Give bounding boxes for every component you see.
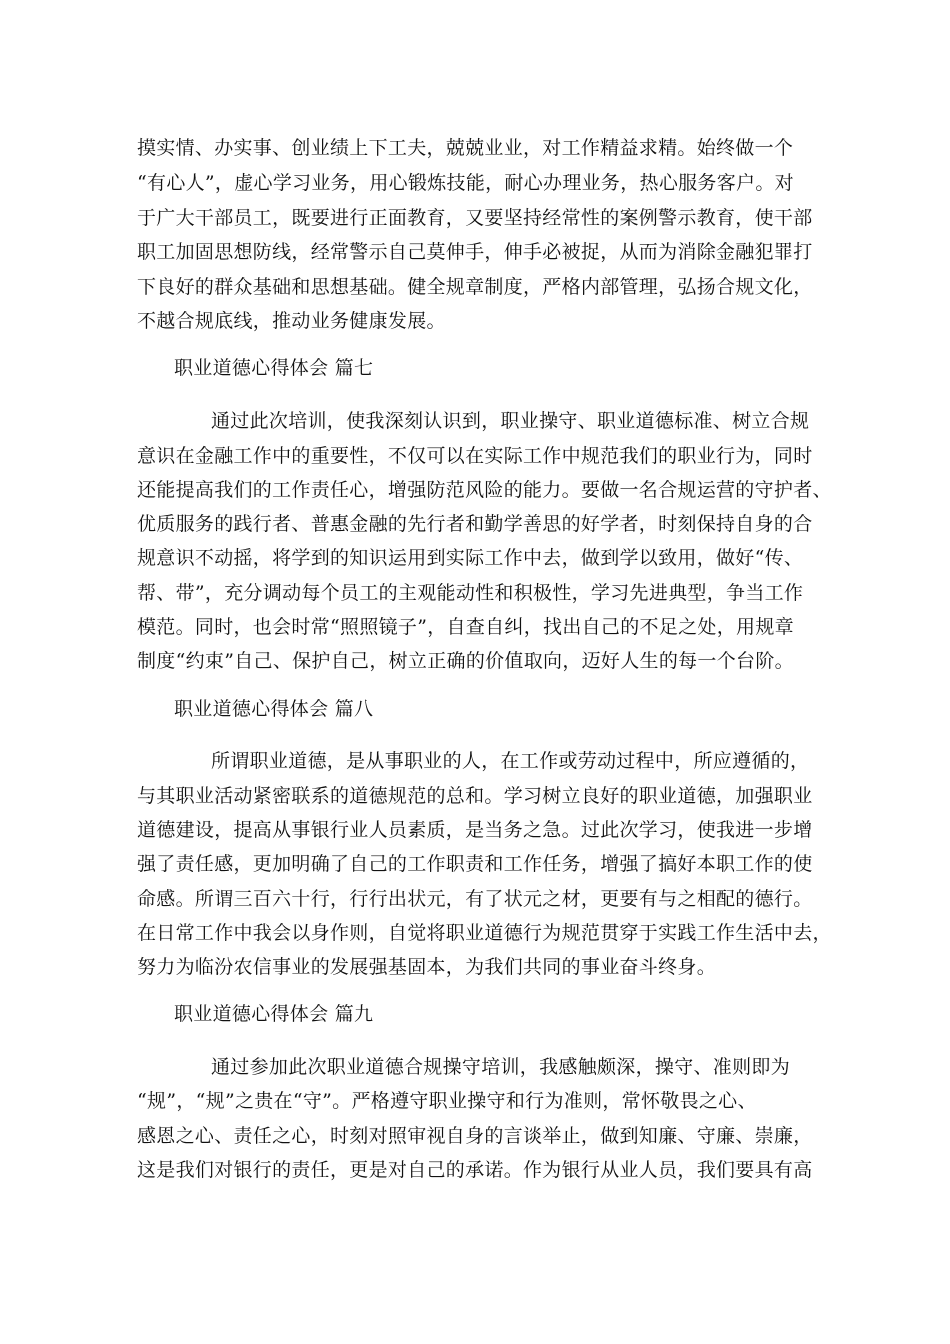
paragraph-line: 努力为临汾农信事业的发展强基固本，为我们共同的事业奋斗终身。	[137, 956, 717, 978]
paragraph-line: 命感。所谓三百六十行，行行出状元，有了状元之材，更要有与之相配的德行。	[137, 888, 813, 910]
paragraph-line: 规意识不动摇，将学到的知识运用到实际工作中去，做到学以致用，做好“传、	[137, 547, 804, 569]
paragraph-line: “规”，“规”之贵在“守”。严格遵守职业操守和行为准则，常怀敬畏之心、	[137, 1090, 757, 1112]
paragraph-line: 强了责任感，更加明确了自己的工作职责和工作任务，增强了搞好本职工作的使	[137, 853, 813, 875]
paragraph-line: “有心人”，虚心学习业务，用心锻炼技能，耐心办理业务，热心服务客户。对	[137, 172, 794, 194]
paragraph-line: 通过参加此次职业道德合规操守培训，我感触颇深，操守、准则即为	[211, 1056, 791, 1078]
paragraph-line: 道德建设，提高从事银行业人员素质，是当务之急。过此次学习，使我进一步增	[137, 819, 813, 841]
paragraph-line: 与其职业活动紧密联系的道德规范的总和。学习树立良好的职业道德，加强职业	[137, 785, 813, 807]
paragraph-line: 这是我们对银行的责任，更是对自己的承诺。作为银行从业人员，我们要具有高	[137, 1159, 813, 1181]
paragraph-line: 感恩之心、责任之心，时刻对照审视自身的言谈举止，做到知廉、守廉、崇廉，	[137, 1125, 813, 1147]
paragraph-line: 摸实情、办实事、创业绩上下工夫，兢兢业业，对工作精益求精。始终做一个	[137, 137, 794, 159]
paragraph-line: 所谓职业道德，是从事职业的人，在工作或劳动过程中，所应遵循的，	[211, 750, 810, 772]
paragraph-line: 帮、带”，充分调动每个员工的主观能动性和积极性，学习先进典型，争当工作	[137, 582, 804, 604]
section-heading: 职业道德心得体会 篇八	[174, 698, 374, 720]
paragraph-line: 通过此次培训，使我深刻认识到，职业操守、职业道德标准、树立合规	[211, 410, 810, 432]
section-heading: 职业道德心得体会 篇七	[174, 357, 374, 379]
paragraph-line: 在日常工作中我会以身作则，自觉将职业道德行为规范贯穿于实践工作生活中去，	[137, 922, 832, 944]
section-heading: 职业道德心得体会 篇九	[174, 1003, 374, 1025]
paragraph-line: 还能提高我们的工作责任心，增强防范风险的能力。要做一名合规运营的守护者、	[137, 479, 832, 501]
paragraph-line: 不越合规底线，推动业务健康发展。	[137, 310, 446, 332]
paragraph-line: 下良好的群众基础和思想基础。健全规章制度，严格内部管理，弘扬合规文化，	[137, 276, 813, 298]
paragraph-line: 于广大干部员工，既要进行正面教育，又要坚持经常性的案例警示教育，使干部	[137, 207, 813, 229]
paragraph-line: 职工加固思想防线，经常警示自己莫伸手，伸手必被捉，从而为消除金融犯罪打	[137, 241, 813, 263]
paragraph-line: 制度“约束”自己、保护自己，树立正确的价值取向，迈好人生的每一个台阶。	[137, 650, 794, 672]
paragraph-line: 优质服务的践行者、普惠金融的先行者和勤学善思的好学者，时刻保持自身的合	[137, 513, 813, 535]
paragraph-line: 意识在金融工作中的重要性，不仅可以在实际工作中规范我们的职业行为，同时	[137, 445, 813, 467]
paragraph-line: 模范。同时，也会时常“照照镜子”，自查自纠，找出自己的不足之处，用规章	[137, 616, 794, 638]
